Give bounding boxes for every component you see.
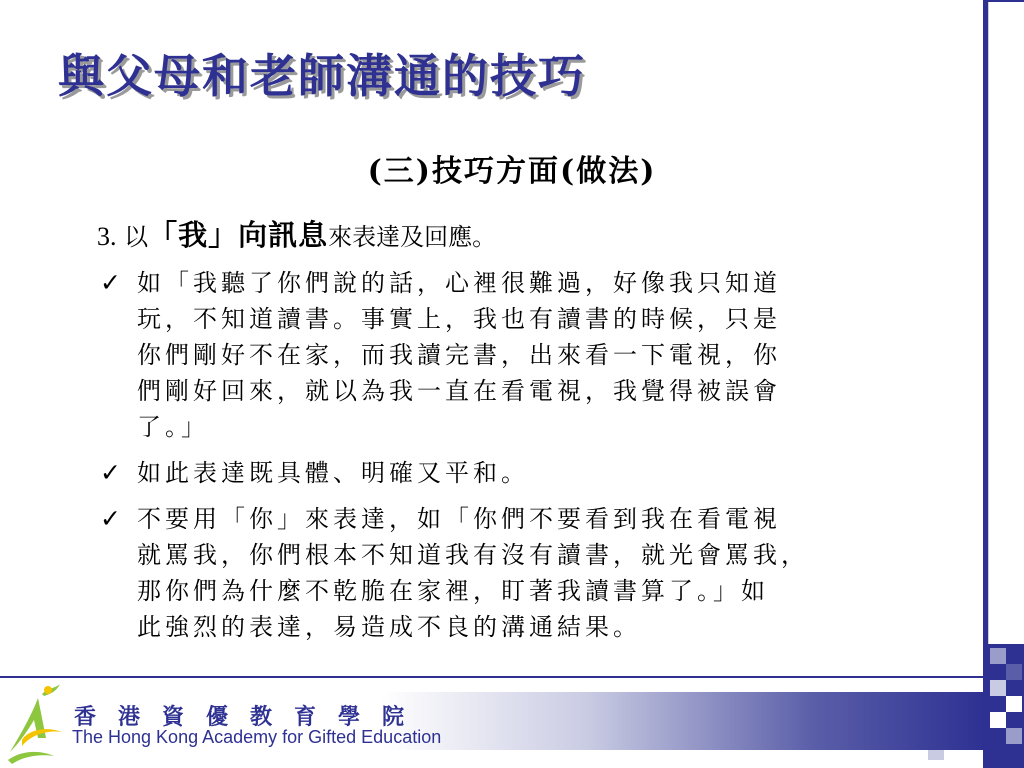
- list-item: [100, 501, 950, 645]
- bullet-text: 如此表達既具體、明確又平和。: [137, 459, 529, 487]
- footer: [0, 676, 983, 768]
- checkmark-icon: ✓: [100, 458, 121, 487]
- academy-logo-icon: [2, 680, 68, 766]
- deco-square: [990, 680, 1006, 696]
- deco-square: [1006, 728, 1022, 744]
- deco-square: [1006, 696, 1022, 712]
- deco-square: [990, 712, 1006, 728]
- org-english-name: The Hong Kong Academy for Gifted Education: [72, 727, 442, 747]
- org-chinese-name: 香港資優教育學院: [74, 705, 427, 730]
- checkmark-icon: ✓: [100, 268, 121, 297]
- point-emphasis: 「我」向訊息: [148, 218, 329, 252]
- deco-square: [1006, 664, 1022, 680]
- bullet-text: 如「我聽了你們說的話，心裡很難過，好像我只知道 玩，不知道讀書。事實上，我也有讀書的時候，只是 你們剛好不在家，而我讀完書，出來看一下電視，你 們剛好回來，就以為我一直在看電視，我覺得被誤會 了。」: [137, 269, 781, 441]
- bullet-list: [100, 265, 950, 655]
- point-suffix: 來表達及回應。: [328, 223, 497, 251]
- point-number: 3.: [97, 222, 117, 251]
- point-prefix: 以: [124, 223, 149, 251]
- checkmark-icon: ✓: [100, 504, 121, 533]
- deco-square: [990, 648, 1006, 664]
- bullet-text: 不要用「你」來表達，如「你們不要看到我在看電視 就罵我，你們根本不知道我有沒有讀書，就光會罵我， 那你們為什麼不乾脆在家裡，盯著我讀書算了。」如 此強烈的表達，易造成不良的溝通結果。: [137, 505, 809, 641]
- footer-divider: [0, 676, 983, 678]
- numbered-point: [97, 215, 957, 257]
- list-item: [100, 265, 950, 445]
- right-decorative-panel: [988, 2, 1024, 644]
- section-subtitle: (三)技巧方面(做法): [367, 154, 657, 189]
- list-item: [100, 455, 950, 491]
- slide-title: 與父母和老師溝通的技巧: [58, 49, 586, 103]
